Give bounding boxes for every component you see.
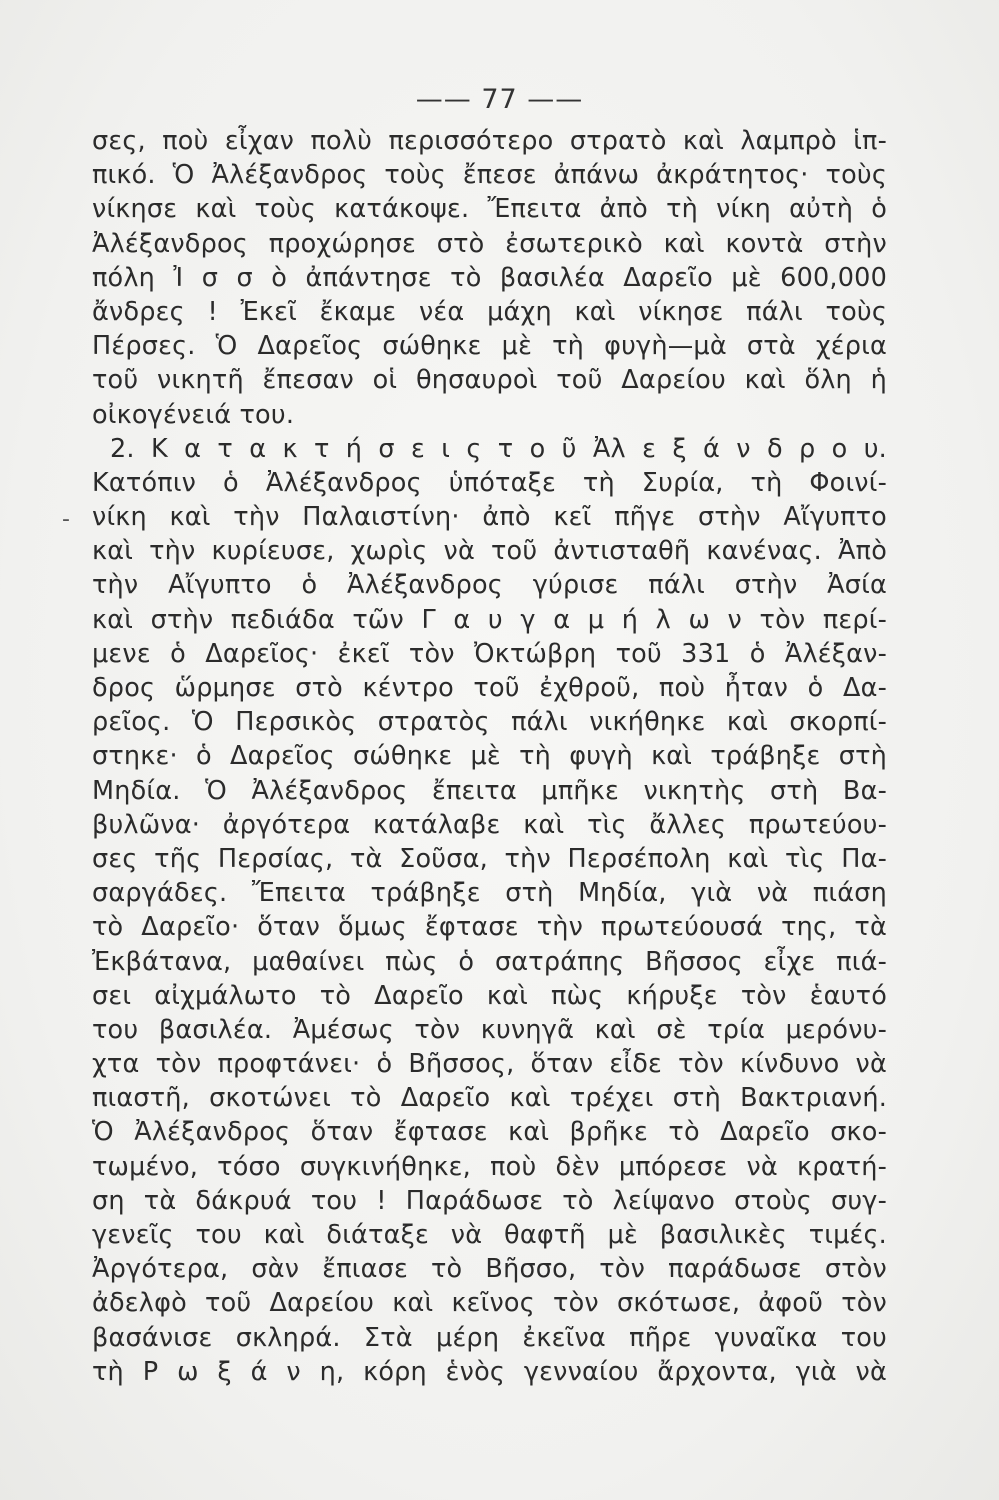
text-line: ση τὰ δάκρυά του ! Παράδωσε τὸ λείψανο στοὺς συγ- — [92, 1185, 887, 1216]
text-line: πιαστῆ, σκοτώνει τὸ Δαρεῖο καὶ τρέχει στὴ Βακτριανή. — [92, 1083, 887, 1114]
text-line: ἀδελφὸ τοῦ Δαρείου καὶ κεῖνος τὸν σκότωσε, ἀφοῦ τὸν — [92, 1288, 887, 1319]
text-line: μενε ὁ Δαρεῖος· ἐκεῖ τὸν Ὀκτώβρη τοῦ 331 ὁ Ἀλέξαν- — [92, 638, 887, 669]
text-line: τὴ Ρ ω ξ ά ν η, κόρη ἑνὸς γενναίου ἄρχοντα, γιὰ νὰ — [92, 1356, 887, 1387]
section-heading: 2. Κ α τ α κ τ ή σ ε ι ς τ ο ῦ Ἀλ ε ξ ά ν δ ρ ο υ. — [110, 433, 887, 464]
text-line: καὶ τὴν κυρίευσε, χωρὶς νὰ τοῦ ἀντισταθῆ κανένας. Ἀπὸ — [92, 536, 887, 567]
text-line: στηκε· ὁ Δαρεῖος σώθηκε μὲ τὴ φυγὴ καὶ τράβηξε στὴ — [92, 741, 887, 772]
text-line: τὴν Αἴγυπτο ὁ Ἀλέξανδρος γύρισε πάλι στὴν Ἀσία — [92, 570, 887, 601]
text-line: νίκησε καὶ τοὺς κατάκοψε. Ἔπειτα ἀπὸ τὴ νίκη αὐτὴ ὁ — [92, 194, 887, 225]
text-line: οἰκογένειά του. — [92, 399, 295, 430]
text-line: τοῦ νικητῆ ἔπεσαν οἱ θησαυροὶ τοῦ Δαρείου καὶ ὅλη ἡ — [92, 365, 887, 396]
margin-mark: - — [62, 507, 70, 532]
text-line: Ἐκβάτανα, μαθαίνει πὼς ὁ σατράπης Βῆσσος εἶχε πιά- — [92, 946, 887, 977]
text-line: πόλη Ἰ σ σ ὸ ἀπάντησε τὸ βασιλέα Δαρεῖο μὲ 600,000 — [92, 262, 887, 293]
text-line: βασάνισε σκληρά. Στὰ μέρη ἐκεῖνα πῆρε γυναῖκα του — [92, 1322, 887, 1353]
page-number: —— 77 —— — [415, 84, 584, 115]
text-line: Κατόπιν ὁ Ἀλέξανδρος ὑπόταξε τὴ Συρία, τὴ Φοινί- — [92, 467, 887, 498]
text-line: Ἀλέξανδρος προχώρησε στὸ ἐσωτερικὸ καὶ κοντὰ στὴν — [92, 228, 887, 259]
text-line: βυλῶνα· ἀργότερα κατάλαβε καὶ τὶς ἄλλες πρωτεύου- — [92, 809, 887, 840]
text-line: ρεῖος. Ὁ Περσικὸς στρατὸς πάλι νικήθηκε καὶ σκορπί- — [92, 707, 887, 738]
text-line: Μηδία. Ὁ Ἀλέξανδρος ἔπειτα μπῆκε νικητὴς στὴ Βα- — [92, 775, 887, 806]
text-line: σαργάδες. Ἔπειτα τράβηξε στὴ Μηδία, γιὰ νὰ πιάση — [92, 878, 887, 909]
text-line: σες τῆς Περσίας, τὰ Σοῦσα, τὴν Περσέπολη καὶ τὶς Πα- — [92, 843, 887, 874]
text-line: καὶ στὴν πεδιάδα τῶν Γ α υ γ α μ ή λ ω ν τὸν περί- — [92, 604, 887, 635]
text-line: του βασιλέα. Ἀμέσως τὸν κυνηγᾶ καὶ σὲ τρία μερόνυ- — [92, 1014, 887, 1045]
text-line: σει αἰχμάλωτο τὸ Δαρεῖο καὶ πὼς κήρυξε τὸν ἑαυτό — [92, 980, 887, 1011]
text-line: γενεῖς του καὶ διάταξε νὰ θαφτῆ μὲ βασιλικὲς τιμές. — [92, 1220, 887, 1250]
text-line: τωμένο, τόσο συγκινήθηκε, ποὺ δὲν μπόρεσε νὰ κρατή- — [92, 1151, 887, 1182]
text-line: ἄνδρες ! Ἐκεῖ ἔκαμε νέα μάχη καὶ νίκησε πάλι τοὺς — [92, 296, 887, 327]
text-line: νίκη καὶ τὴν Παλαιστίνη· ἀπὸ κεῖ πῆγε στὴν Αἴγυπτο — [92, 502, 887, 533]
body-text — [92, 124, 887, 1389]
text-line: Πέρσες. Ὁ Δαρεῖος σώθηκε μὲ τὴ φυγὴ—μὰ στὰ χέρια — [92, 331, 887, 362]
text-line: χτα τὸν προφτάνει· ὁ Βῆσσος, ὅταν εἶδε τὸν κίνδυνο νὰ — [92, 1049, 887, 1080]
text-line: δρος ὥρμησε στὸ κέντρο τοῦ ἐχθροῦ, ποὺ ἦταν ὁ Δα- — [92, 673, 887, 703]
text-line: Ἀργότερα, σὰν ἔπιασε τὸ Βῆσσο, τὸν παράδωσε στὸν — [92, 1254, 887, 1285]
text-line: σες, ποὺ εἶχαν πολὺ περισσότερο στρατὸ καὶ λαμπρὸ ἱπ- — [92, 126, 887, 156]
text-line: πικό. Ὁ Ἀλέξανδρος τοὺς ἔπεσε ἀπάνω ἀκράτητος· τοὺς — [92, 160, 887, 191]
text-line: Ὁ Ἀλέξανδρος ὅταν ἔφτασε καὶ βρῆκε τὸ Δαρεῖο σκο- — [92, 1117, 887, 1148]
text-line: τὸ Δαρεῖο· ὅταν ὅμως ἔφτασε τὴν πρωτεύουσά της, τὰ — [92, 912, 887, 943]
